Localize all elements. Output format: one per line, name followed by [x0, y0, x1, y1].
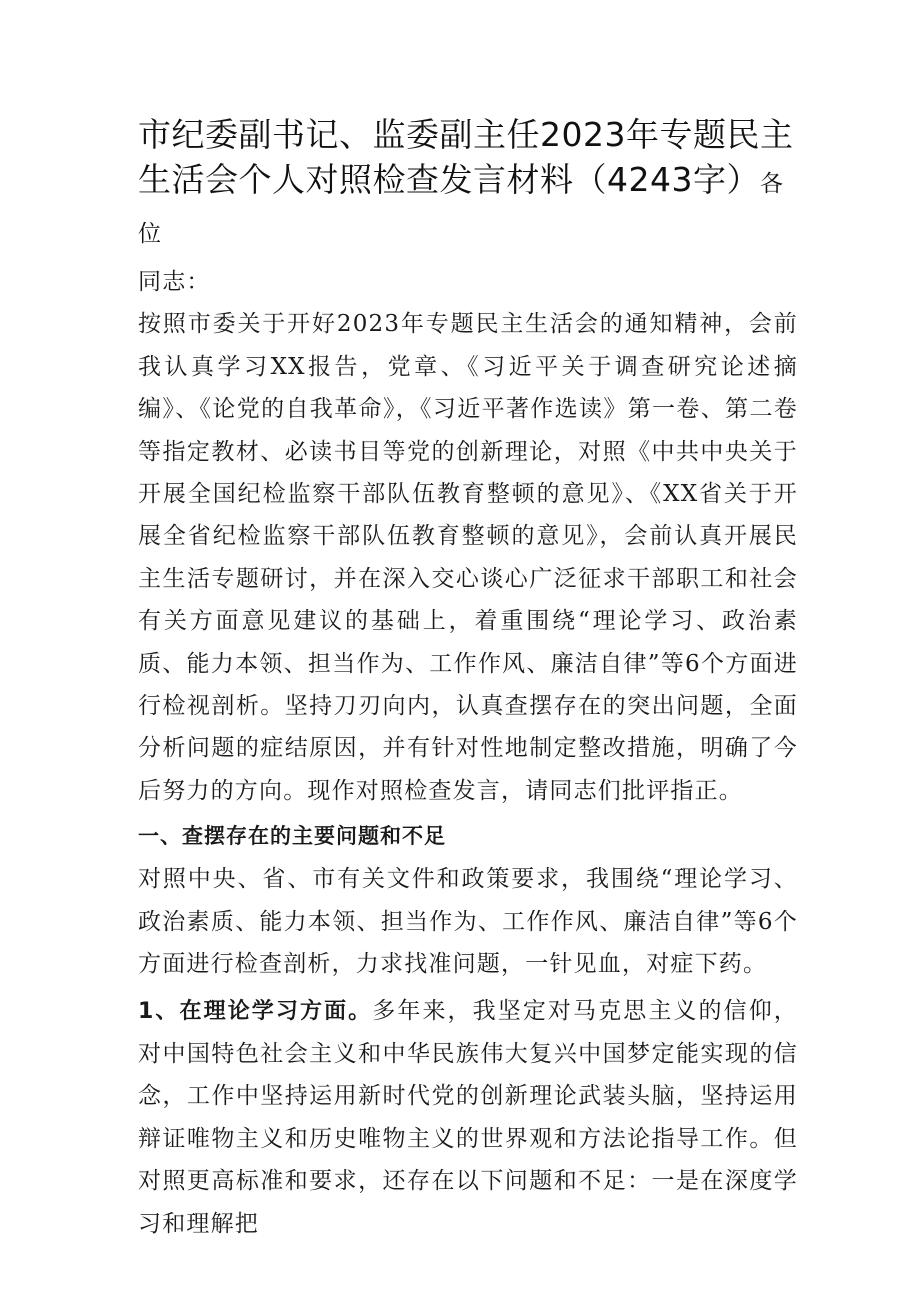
- item-1-paragraph: [138, 990, 798, 1245]
- salutation: 同志：: [138, 269, 211, 295]
- item-1-lead: 1、在理论学习方面。: [138, 998, 373, 1024]
- title-text: 市纪委副书记、监委副主任2023年专题民主生活会个人对照检查发言材料（4243字）: [138, 115, 794, 199]
- section-1-intro-paragraph: 对照中央、省、市有关文件和政策要求，我围绕“理论学习、政治素质、能力本领、担当作为、工作作风、廉洁自律”等6个方面进行检查剖析，力求找准问题，一针见血，对症下药。: [138, 866, 798, 978]
- section-heading-1: 一、查摆存在的主要问题和不足: [138, 824, 446, 849]
- item-1-text: 多年来，我坚定对马克思主义的信仰，对中国特色社会主义和中华民族伟大复兴中国梦定能实现的信念，工作中坚持运用新时代党的创新理论武装头脑，坚持运用辩证唯物主义和历史唯物主义的世界观和方法论指导工作。但对照更高标准和要求，还存在以下问题和不足：一是在深度学习和理解把: [138, 997, 798, 1237]
- title-tail-text: 各位: [138, 171, 784, 247]
- document-title: [138, 112, 798, 257]
- intro-paragraph: 按照市委关于开好2023年专题民主生活会的通知精神，会前我认真学习XX报告，党章、《习近平关于调查研究论述摘编》、《论党的自我革命》，《习近平著作选读》第一卷、第二卷等指定教材、必读书目等党的创新理论，对照《中共中央关于开展全国纪检监察干部队伍教育整顿的意见》、《XX省关于开展全省纪检监察干部队伍教育整顿的意见》，会前认真开展民主生活专题研讨，并在深入交心谈心广泛征求干部职工和社会有关方面意见建议的基础上，着重围绕“理论学习、政治素质、能力本领、担当作为、工作作风、廉洁自律”等6个方面进行检视剖析。坚持刀刃向内，认真查摆存在的突出问题，全面分析问题的症结原因，并有针对性地制定整改措施，明确了今后努力的方向。现作对照检查发言，请同志们批评指正。: [138, 311, 798, 804]
